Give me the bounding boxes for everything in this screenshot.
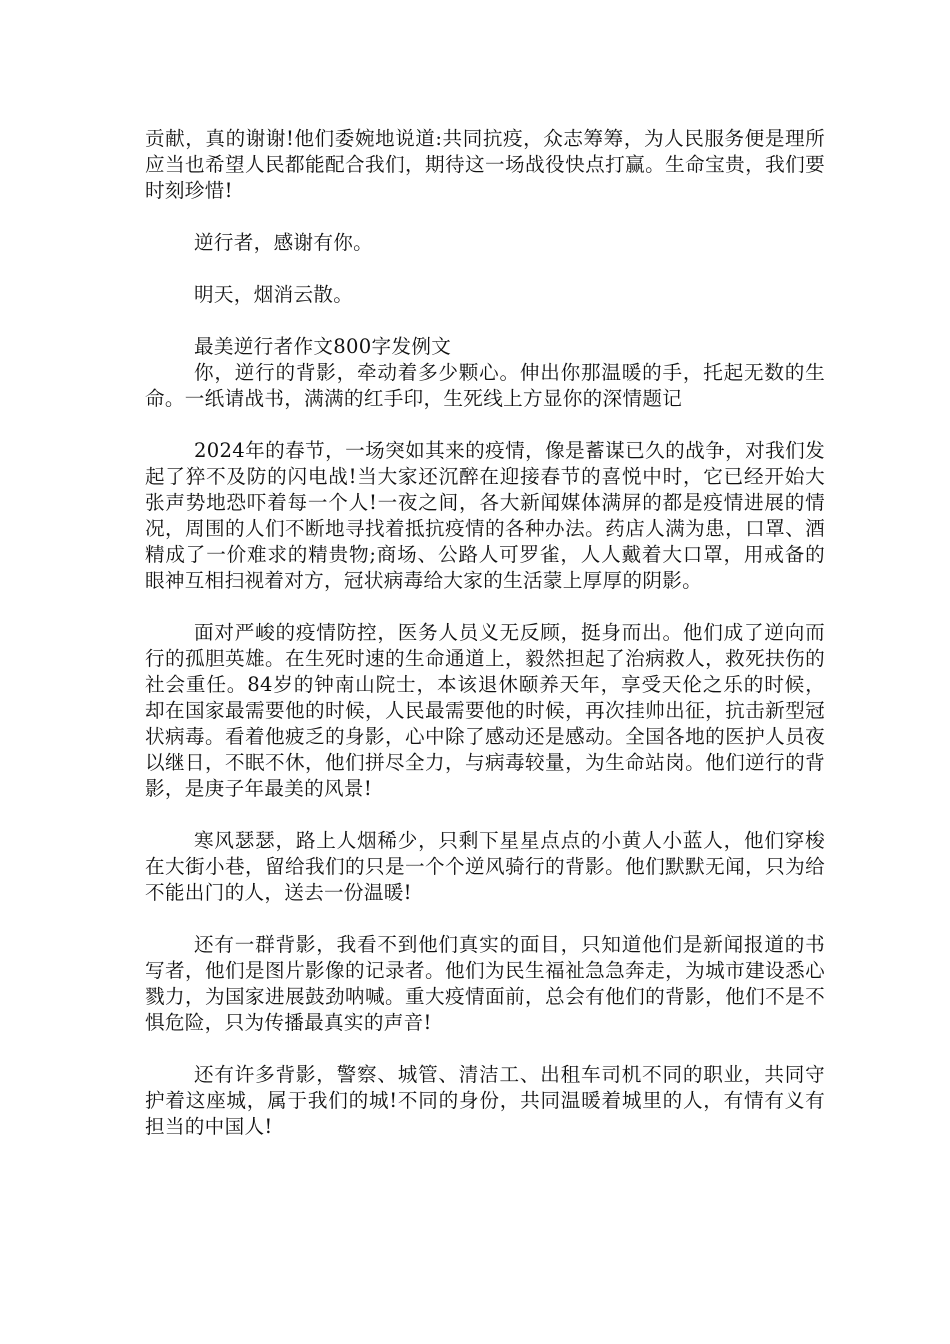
paragraph-journalists: 还有一群背影，我看不到他们真实的面目，只知道他们是新闻报道的书写者，他们是图片影像的记录者。他们为民生福祉急急奔走，为城市建设悉心戮力，为国家进展鼓劲呐喊。重大疫情面前，总会有他们的背影，他们不是不惧危险，只为传播最真实的声音! [145, 933, 825, 1034]
paragraph-epigraph: 你，逆行的背影，牵动着多少颗心。伸出你那温暖的手，托起无数的生命。一纸请战书，满满的红手印，生死线上方显你的深情题记 [145, 361, 825, 410]
paragraph-other-workers: 还有许多背影，警察、城管、清洁工、出租车司机不同的职业，共同守护着这座城，属于我们的城!不同的身份，共同温暖着城里的人，有情有义有担当的中国人! [145, 1063, 825, 1138]
document-body [145, 126, 825, 1140]
paragraph-tomorrow: 明天，烟消云散。 [194, 283, 354, 306]
paragraph-spring-festival: 2024年的春节，一场突如其来的疫情，像是蓄谋已久的战争，对我们发起了猝不及防的闪电战!当大家还沉醉在迎接春节的喜悦中时，它已经开始大张声势地恐吓着每一个人!一夜之间，各大新闻媒体满屏的都是疫情进展的情况，周围的人们不断地寻找着抵抗疫情的各种办法。药店人满为患，口罩、酒精成了一价难求的精贵物;商场、公路人可罗雀，人人戴着大口罩，用戒备的眼神互相扫视着对方，冠状病毒给大家的生活蒙上厚厚的阴影。 [145, 439, 825, 592]
paragraph-intro-continuation: 贡献，真的谢谢!他们委婉地说道:共同抗疫，众志筹筹，为人民服务便是理所应当也希望人民都能配合我们，期待这一场战役快点打赢。生命宝贵，我们要时刻珍惜! [145, 127, 825, 202]
paragraph-thanks: 逆行者，感谢有你。 [194, 231, 374, 254]
paragraph-delivery-riders: 寒风瑟瑟，路上人烟稀少，只剩下星星点点的小黄人小蓝人，他们穿梭在大街小巷，留给我们的只是一个个逆风骑行的背影。他们默默无闻，只为给不能出门的人，送去一份温暖! [145, 829, 825, 904]
essay-title: 最美逆行者作文800字发例文 [194, 335, 452, 358]
paragraph-medical-staff: 面对严峻的疫情防控，医务人员义无反顾，挺身而出。他们成了逆向而行的孤胆英雄。在生死时速的生命通道上，毅然担起了治病救人，救死扶伤的社会重任。84岁的钟南山院士，本该退休颐养天年，享受天伦之乐的时候，却在国家最需要他的时候，人民最需要他的时候，再次挂帅出征，抗击新型冠状病毒。看着他疲乏的身影，心中除了感动还是感动。全国各地的医护人员夜以继日，不眠不休，他们拼尽全力，与病毒较量，为生命站岗。他们逆行的背影，是庚子年最美的风景! [145, 621, 825, 800]
